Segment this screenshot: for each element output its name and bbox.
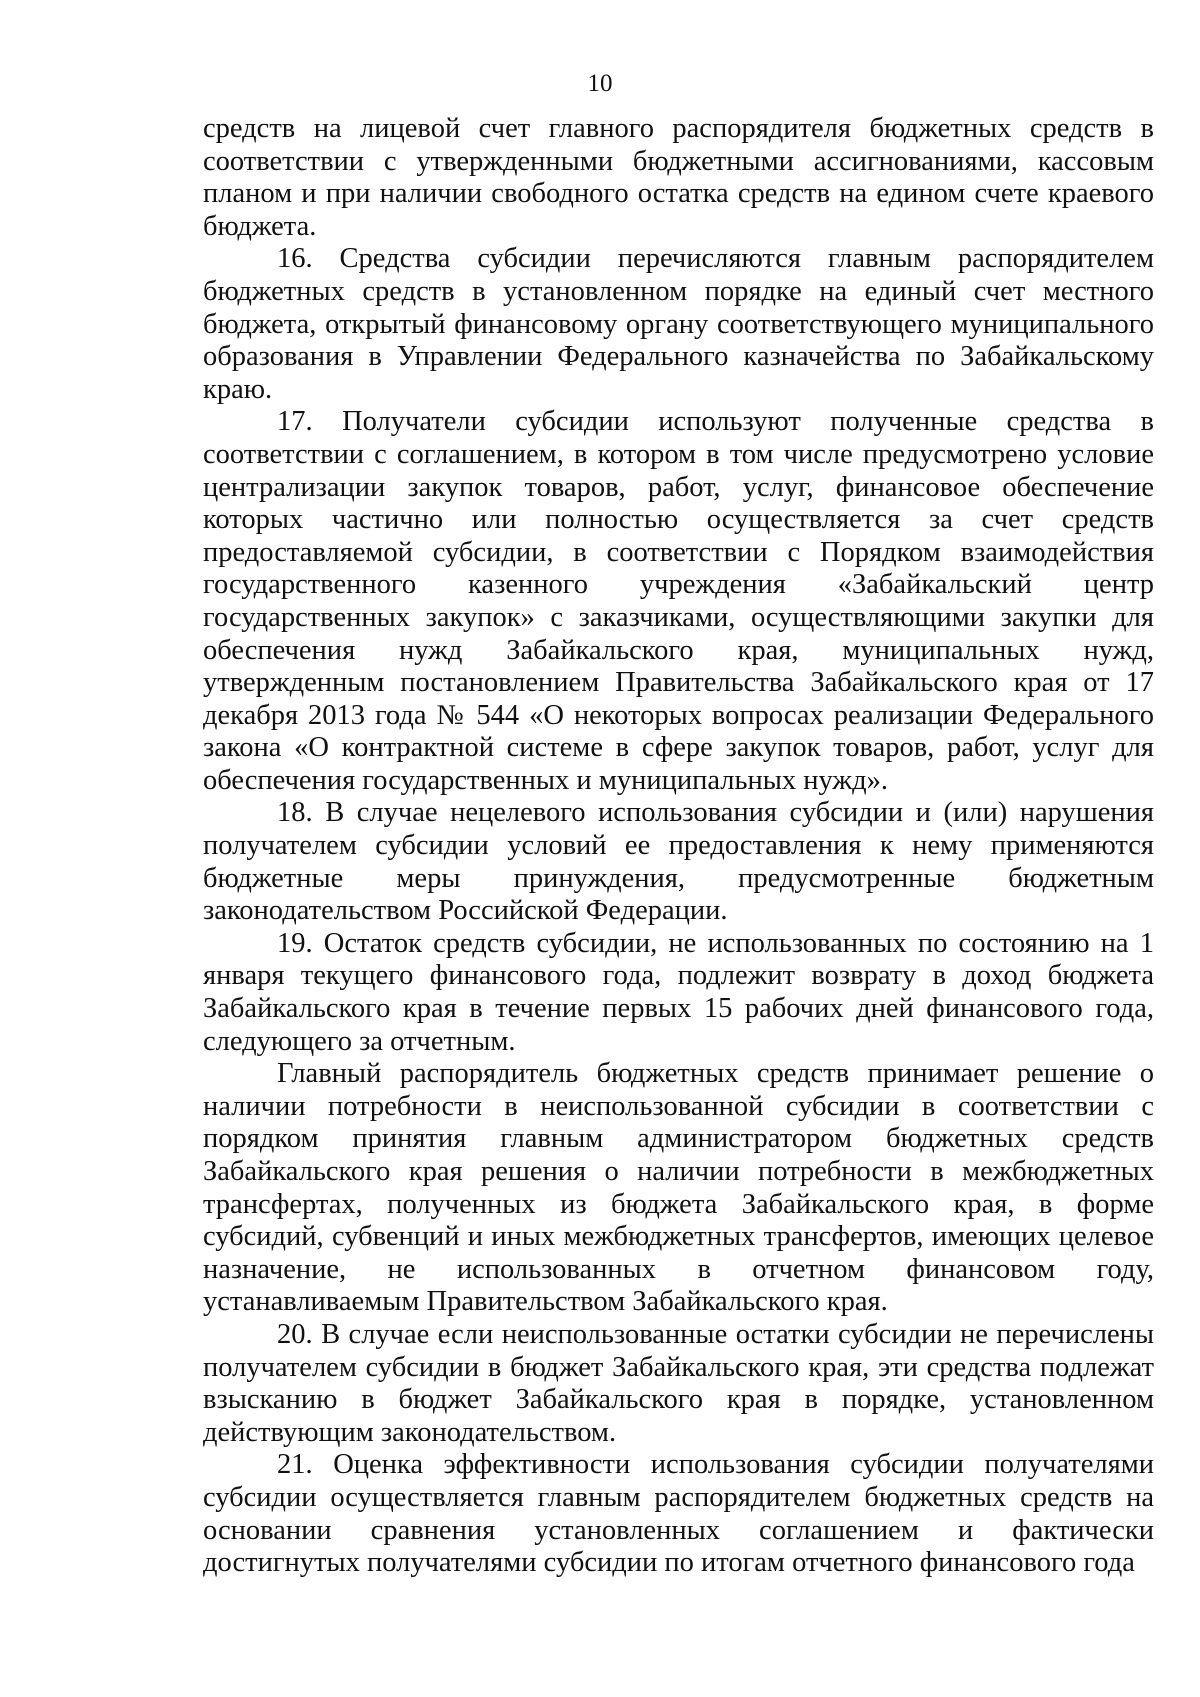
page-number: 10	[587, 70, 613, 97]
paragraph-continuation: средств на лицевой счет главного распорядителя бюджетных средств в соответствии с утвержденными бюджетными ассигнованиями, кассовым планом и при наличии свободного остатка средств на едином счете краевого бюджета.	[203, 113, 1154, 242]
document-body	[203, 113, 1154, 1580]
paragraph-19-continued: Главный распорядитель бюджетных средств принимает решение о наличии потребности в неиспользованной субсидии в соответствии с порядком принятия главным администратором бюджетных средств Забайкальского края решения о наличии потребности в межбюджетных трансфертах, полученных из бюджета Забайкальского края, в форме субсидий, субвенций и иных межбюджетных трансфертов, имеющих целевое назначение, не использованных в отчетном финансовом году, устанавливаемым Правительством Забайкальского края.	[203, 1058, 1154, 1318]
paragraph-16: 16. Средства субсидии перечисляются главным распорядителем бюджетных средств в установленном порядке на единый счет местного бюджета, открытый финансовому органу соответствующего муниципального образования в Управлении Федерального казначейства по Забайкальскому краю.	[203, 243, 1154, 405]
paragraph-20: 20. В случае если неиспользованные остатки субсидии не перечислены получателем субсидии в бюджет Забайкальского края, эти средства подлежат взысканию в бюджет Забайкальского края в порядке, установленном действующим законодательством.	[203, 1318, 1154, 1448]
paragraph-17: 17. Получатели субсидии используют полученные средства в соответствии с соглашением, в котором в том числе предусмотрено условие централизации закупок товаров, работ, услуг, финансовое обеспечение которых частично или полностью осуществляется за счет средств предоставляемой субсидии, в соответствии с Порядком взаимодействия государственного казенного учреждения «Забайкальский центр государственных закупок» с заказчиками, осуществляющими закупки для обеспечения нужд Забайкальского края, муниципальных нужд, утвержденным постановлением Правительства Забайкальского края от 17 декабря 2013 года № 544 «О некоторых вопросах реализации Федерального закона «О контрактной системе в сфере закупок товаров, работ, услуг для обеспечения государственных и муниципальных нужд».	[203, 406, 1154, 796]
paragraph-19: 19. Остаток средств субсидии, не использованных по состоянию на 1 января текущего финансового года, подлежит возврату в доход бюджета Забайкальского края в течение первых 15 рабочих дней финансового года, следующего за отчетным.	[203, 927, 1154, 1057]
paragraph-18: 18. В случае нецелевого использования субсидии и (или) нарушения получателем субсидии условий ее предоставления к нему применяются бюджетные меры принуждения, предусмотренные бюджетным законодательством Российской Федерации.	[203, 797, 1154, 927]
paragraph-21: 21. Оценка эффективности использования субсидии получателями субсидии осуществляется главным распорядителем бюджетных средств на основании сравнения установленных соглашением и фактически достигнутых получателями субсидии по итогам отчетного финансового года	[203, 1449, 1154, 1579]
